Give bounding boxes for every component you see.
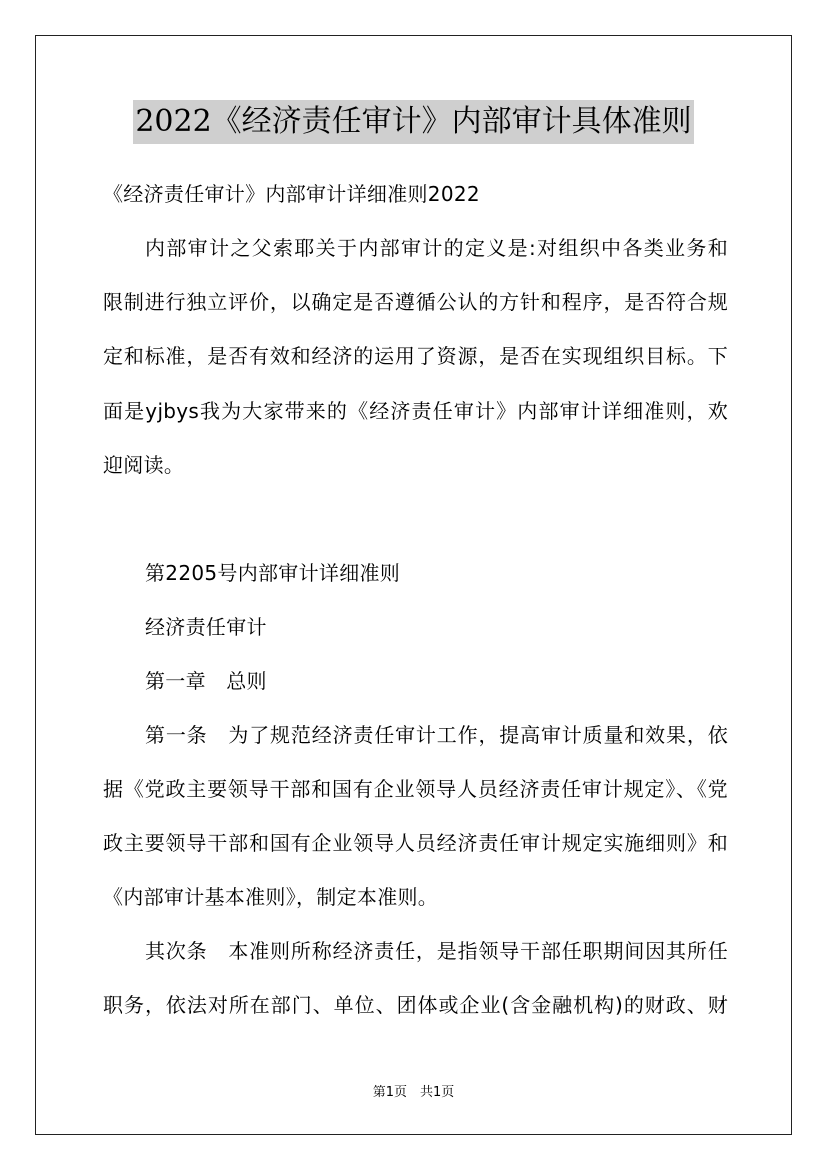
article-line: 职务，依法对所在部门、单位、团体或企业(含金融机构)的财政、财 <box>103 993 728 1017</box>
chapter-heading: 第一章 总则 <box>145 669 267 693</box>
article-line: 《内部审计基本准则》，制定本准则。 <box>103 885 439 909</box>
title-container <box>0 100 827 144</box>
article-line: 据《党政主要领导干部和国有企业领导人员经济责任审计规定》、《党 <box>103 777 728 801</box>
article-line: 第一条 为了规范经济责任审计工作，提高审计质量和效果，依 <box>145 723 728 747</box>
intro-line: 限制进行独立评价，以确定是否遵循公认的方针和程序，是否符合规 <box>103 290 728 314</box>
intro-line: 迎阅读。 <box>103 453 185 477</box>
document-subtitle: 《经济责任审计》内部审计详细准则2022 <box>103 182 480 206</box>
intro-line: 内部审计之父索耶关于内部审计的定义是:对组织中各类业务和 <box>145 236 728 260</box>
intro-line: 定和标准，是否有效和经济的运用了资源，是否在实现组织目标。下 <box>103 344 728 368</box>
standard-name: 经济责任审计 <box>145 615 267 639</box>
article-line: 其次条 本准则所称经济责任，是指领导干部任职期间因其所任 <box>145 939 728 963</box>
standard-number: 第2205号内部审计详细准则 <box>145 561 401 585</box>
page-footer: 第1页 共1页 <box>372 1085 455 1100</box>
document-title: 2022《经济责任审计》内部审计具体准则 <box>133 100 693 144</box>
article-line: 政主要领导干部和国有企业领导人员经济责任审计规定实施细则》和 <box>103 831 728 855</box>
intro-line: 面是yjbys我为大家带来的《经济责任审计》内部审计详细准则，欢 <box>103 399 728 423</box>
